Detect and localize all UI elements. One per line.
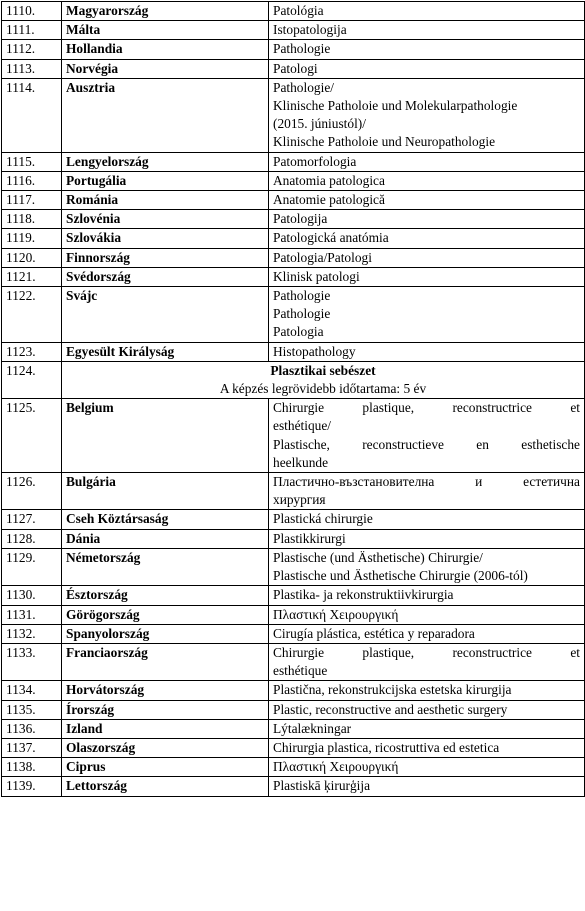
- specialty-term-line: Anatomia patologica: [273, 172, 385, 188]
- specialty-term: [269, 700, 585, 719]
- country-name: Spanyolország: [62, 624, 269, 643]
- specialty-term-line: esthétique: [273, 663, 328, 679]
- table-row: [2, 267, 585, 286]
- table-row: [2, 21, 585, 40]
- specialty-term: [269, 21, 585, 40]
- specialty-term: [269, 510, 585, 529]
- specialty-term-line: Patologia/Patologi: [273, 249, 372, 265]
- row-number: 1135.: [2, 700, 62, 719]
- row-number: 1120.: [2, 248, 62, 267]
- specialty-term: [269, 605, 585, 624]
- row-number: 1128.: [2, 529, 62, 548]
- specialty-term: [269, 738, 585, 757]
- specialty-term-line: Plastische und Ästhetische Chirurgie (2006-tól): [273, 568, 528, 584]
- row-number: 1134.: [2, 681, 62, 700]
- specialty-term-line: Πλαστική Χειρουργική: [273, 759, 399, 775]
- table-row: [2, 719, 585, 738]
- country-name: Izland: [62, 719, 269, 738]
- specialty-term-line: Patologi: [273, 60, 318, 76]
- specialty-term-line: Istopatologija: [273, 22, 347, 38]
- table-row: [2, 59, 585, 78]
- country-name: Bulgária: [62, 473, 269, 510]
- country-name: Németország: [62, 548, 269, 585]
- row-number: 1116.: [2, 171, 62, 190]
- table-row: [2, 738, 585, 757]
- specialty-term: [269, 399, 585, 473]
- specialty-term-line: Patomorfologia: [273, 153, 357, 169]
- specialty-term-line: heelkunde: [273, 454, 329, 470]
- specialty-term-line: Cirugía plástica, estética y reparadora: [273, 625, 475, 641]
- table-row: [2, 287, 585, 343]
- specialty-term: [269, 191, 585, 210]
- country-name: Svájc: [62, 287, 269, 343]
- specialty-term-line: хирургия: [273, 492, 326, 508]
- row-number: 1112.: [2, 40, 62, 59]
- table-row: [2, 777, 585, 796]
- specialty-term: [269, 548, 585, 585]
- row-number: 1136.: [2, 719, 62, 738]
- specialty-term-line: Pathologie: [273, 288, 331, 304]
- table-row: [2, 342, 585, 361]
- specialty-term: [269, 287, 585, 343]
- specialty-term-line: Plastiskā ķirurģija: [273, 778, 371, 794]
- country-name: Szlovénia: [62, 210, 269, 229]
- specialty-term: [269, 248, 585, 267]
- section-subtitle: A képzés legrövidebb időtartama: 5 év: [219, 381, 427, 397]
- specialty-term-line: Plastikkirurgi: [273, 530, 346, 546]
- table-row: [2, 510, 585, 529]
- table-row: [2, 229, 585, 248]
- specialty-term-line: esthétique/: [273, 418, 332, 434]
- specialty-term: [269, 78, 585, 152]
- table-row: [2, 700, 585, 719]
- country-name: Ausztria: [62, 78, 269, 152]
- table-row: [2, 171, 585, 190]
- table-row: [2, 758, 585, 777]
- country-name: Egyesült Királyság: [62, 342, 269, 361]
- row-number: 1114.: [2, 78, 62, 152]
- table-row: [2, 548, 585, 585]
- specialty-term: [269, 719, 585, 738]
- table-row: [2, 210, 585, 229]
- specialty-term-line: Pathologie: [273, 41, 331, 57]
- table-row: [2, 78, 585, 152]
- row-number: 1117.: [2, 191, 62, 210]
- row-number: 1122.: [2, 287, 62, 343]
- specialty-term-line: Patologija: [273, 211, 328, 227]
- specialty-term: [269, 758, 585, 777]
- row-number: 1123.: [2, 342, 62, 361]
- specialty-term: [269, 2, 585, 21]
- specialty-term-line: Пластично-възстановителна и естетична: [273, 474, 580, 490]
- specialty-term: [269, 473, 585, 510]
- specialty-term-line: Chirurgie plastique, reconstructrice et: [273, 644, 580, 660]
- table-row: [2, 248, 585, 267]
- table-row: [2, 2, 585, 21]
- country-name: Málta: [62, 21, 269, 40]
- table-row: [2, 624, 585, 643]
- specialty-term-line: Chirurgie plastique, reconstructrice et: [273, 400, 580, 416]
- specialty-term: [269, 777, 585, 796]
- table-body: [2, 2, 585, 797]
- table-row: [2, 152, 585, 171]
- specialty-term-line: Klinische Patholoie und Molekularpathologie: [273, 98, 518, 114]
- country-name: Svédország: [62, 267, 269, 286]
- table-row: [2, 529, 585, 548]
- row-number: 1139.: [2, 777, 62, 796]
- row-number: 1138.: [2, 758, 62, 777]
- row-number: 1119.: [2, 229, 62, 248]
- specialty-term: [269, 267, 585, 286]
- country-name: Horvátország: [62, 681, 269, 700]
- table-row: [2, 643, 585, 680]
- specialty-term-line: (2015. júniustól)/: [273, 116, 366, 132]
- section-header-row: [2, 361, 585, 398]
- country-name: Dánia: [62, 529, 269, 548]
- country-name: Észtország: [62, 586, 269, 605]
- specialty-term-line: Lýtalækningar: [273, 720, 352, 736]
- table-row: [2, 605, 585, 624]
- specialty-term-line: Patológia: [273, 3, 324, 18]
- country-name: Cseh Köztársaság: [62, 510, 269, 529]
- table-row: [2, 40, 585, 59]
- specialty-term: [269, 152, 585, 171]
- country-name: Lengyelország: [62, 152, 269, 171]
- country-name: Norvégia: [62, 59, 269, 78]
- specialty-term: [269, 586, 585, 605]
- country-name: Belgium: [62, 399, 269, 473]
- row-number: 1125.: [2, 399, 62, 473]
- country-name: Lettország: [62, 777, 269, 796]
- section-title: Plasztikai sebészet: [270, 362, 376, 378]
- row-number: 1113.: [2, 59, 62, 78]
- row-number: 1124.: [2, 361, 62, 398]
- specialty-term-line: Anatomie patologică: [273, 192, 385, 208]
- table-row: [2, 399, 585, 473]
- row-number: 1133.: [2, 643, 62, 680]
- row-number: 1121.: [2, 267, 62, 286]
- specialty-term: [269, 342, 585, 361]
- country-name: Írország: [62, 700, 269, 719]
- specialty-term-line: Plastika- ja rekonstruktiivkirurgia: [273, 587, 454, 603]
- row-number: 1127.: [2, 510, 62, 529]
- row-number: 1132.: [2, 624, 62, 643]
- specialty-term: [269, 40, 585, 59]
- table-row: [2, 681, 585, 700]
- specialty-term-line: Plastische (und Ästhetische) Chirurgie/: [273, 549, 483, 565]
- specialty-term: [269, 643, 585, 680]
- country-name: Portugália: [62, 171, 269, 190]
- specialty-term: [269, 171, 585, 190]
- section-header: [62, 361, 585, 398]
- specialty-term: [269, 210, 585, 229]
- specialty-term: [269, 59, 585, 78]
- specialty-term: [269, 681, 585, 700]
- country-name: Görögország: [62, 605, 269, 624]
- table-row: [2, 191, 585, 210]
- specialty-term-line: Klinisk patologi: [273, 268, 360, 284]
- country-name: Románia: [62, 191, 269, 210]
- country-name: Finnország: [62, 248, 269, 267]
- country-name: Magyarország: [62, 2, 269, 21]
- country-name: Szlovákia: [62, 229, 269, 248]
- specialty-term-line: Plastična, rekonstrukcijska estetska kirurgija: [273, 682, 512, 698]
- table-row: [2, 586, 585, 605]
- specialty-term: [269, 229, 585, 248]
- row-number: 1111.: [2, 21, 62, 40]
- country-name: Franciaország: [62, 643, 269, 680]
- row-number: 1115.: [2, 152, 62, 171]
- row-number: 1110.: [2, 2, 62, 21]
- specialty-table: [1, 1, 585, 797]
- row-number: 1118.: [2, 210, 62, 229]
- specialty-term: [269, 624, 585, 643]
- specialty-term-line: Plastic, reconstructive and aesthetic surgery: [273, 701, 508, 717]
- specialty-term-line: Πλαστική Χειρουργική: [273, 606, 399, 622]
- specialty-term-line: Klinische Patholoie und Neuropathologie: [273, 134, 496, 150]
- specialty-term-line: Patologia: [273, 324, 324, 340]
- specialty-term-line: Plastická chirurgie: [273, 511, 373, 527]
- country-name: Ciprus: [62, 758, 269, 777]
- specialty-term-line: Pathologie: [273, 306, 331, 322]
- specialty-term-line: Histopathology: [273, 343, 356, 359]
- country-name: Olaszország: [62, 738, 269, 757]
- country-name: Hollandia: [62, 40, 269, 59]
- row-number: 1131.: [2, 605, 62, 624]
- specialty-term: [269, 529, 585, 548]
- row-number: 1137.: [2, 738, 62, 757]
- table-row: [2, 473, 585, 510]
- specialty-term-line: Plastische, reconstructieve en esthetische: [273, 436, 580, 452]
- specialty-term-line: Patologická anatómia: [273, 230, 389, 246]
- specialty-term-line: Chirurgia plastica, ricostruttiva ed estetica: [273, 739, 500, 755]
- row-number: 1130.: [2, 586, 62, 605]
- row-number: 1129.: [2, 548, 62, 585]
- row-number: 1126.: [2, 473, 62, 510]
- specialty-term-line: Pathologie/: [273, 79, 334, 95]
